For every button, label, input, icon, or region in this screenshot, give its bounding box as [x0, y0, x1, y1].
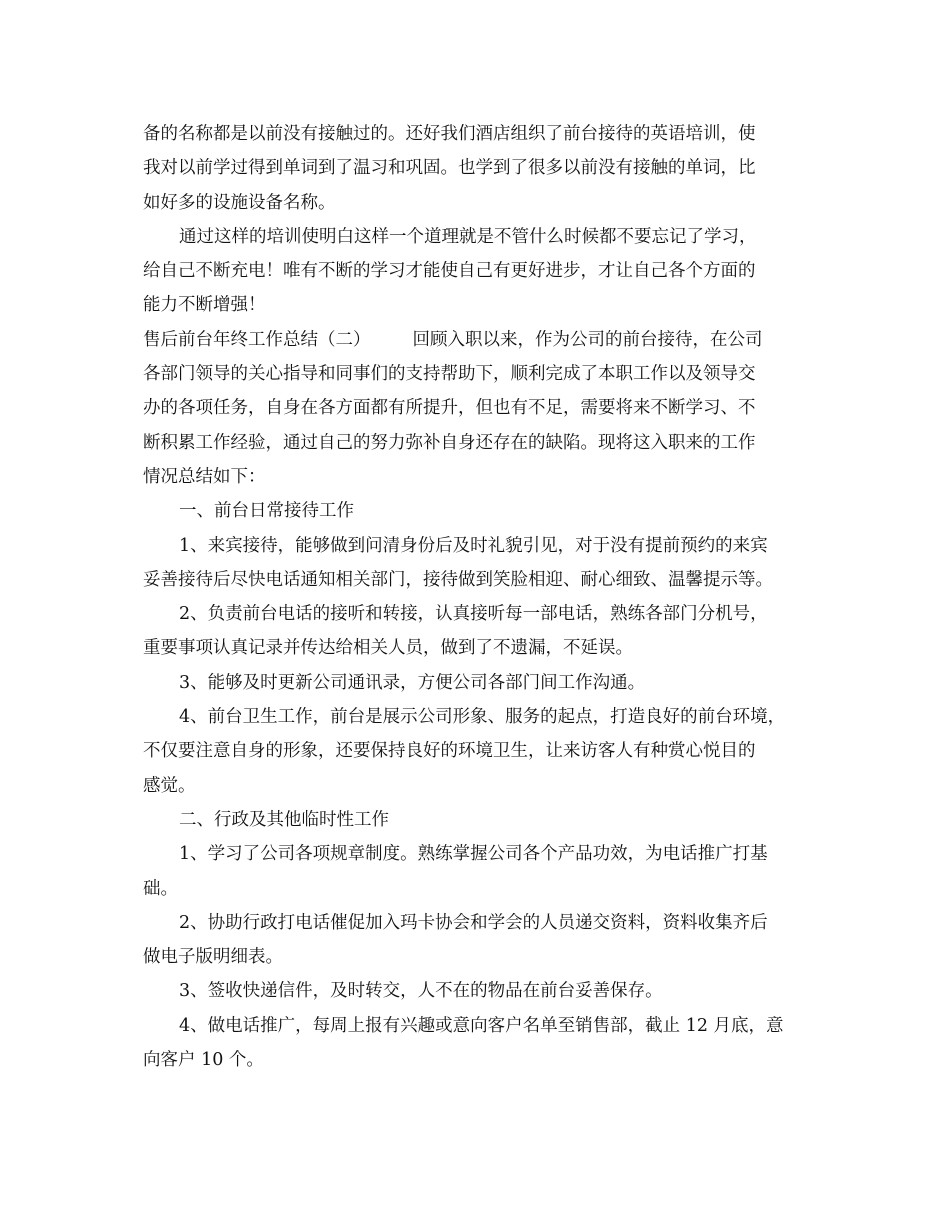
text-line-8: 各部门领导的关心指导和同事们的支持帮助下，顺利完成了本职工作以及领导交: [143, 364, 756, 385]
text-line-6: 能力不断增强！: [143, 295, 266, 316]
text-line-4: 通过这样的培训使明白这样一个道理就是不管什么时候都不要忘记了学习，: [179, 226, 757, 247]
text-line-23: 础。: [143, 878, 178, 899]
text-line-22: 1、学习了公司各项规章制度。熟练掌握公司各个产品功效，为电话推广打基: [179, 844, 768, 865]
text-line-26: 3、签收快递信件，及时转交，人不在的物品在前台妥善保存。: [179, 981, 663, 1002]
text-line-5: 给自己不断充电！唯有不断的学习才能使自己有更好进步，才让自己各个方面的: [143, 261, 756, 282]
text-line-27: 4、做电话推广，每周上报有兴趣或意向客户名单至销售部，截止 12 月底，意: [179, 1015, 784, 1036]
text-line-19: 不仅要注意自身的形象，还要保持良好的环境卫生，让来访客人有种赏心悦目的: [143, 741, 756, 762]
text-line-1: 备的名称都是以前没有接触过的。还好我们酒店组织了前台接待的英语培训，使: [143, 124, 756, 144]
section-intro: 回顾入职以来，作为公司的前台接待，在公司: [412, 329, 763, 350]
text-line-9: 办的各项任务，自身在各方面都有所提升，但也有不足，需要将来不断学习、不: [143, 398, 756, 419]
section-heading-line: [143, 323, 811, 357]
text-line-13: 1、来宾接待，能够做到问清身份后及时礼貌引见，对于没有提前预约的来宾: [179, 535, 768, 556]
section-title: 售后前台年终工作总结（二）: [143, 329, 371, 350]
text-line-3: 如好多的设施设备名称。: [143, 192, 336, 213]
text-line-25: 做电子版明细表。: [143, 947, 283, 968]
text-line-14: 妥善接待后尽快电话通知相关部门，接待做到笑脸相迎、耐心细致、温馨提示等。: [143, 569, 773, 590]
text-line-24: 2、协助行政打电话催促加入玛卡协会和学会的人员递交资料，资料收集齐后: [179, 912, 768, 933]
subheading-admin: 二、行政及其他临时性工作: [179, 809, 389, 830]
text-line-28: 向客户 10 个。: [143, 1050, 264, 1071]
text-line-18: 4、前台卫生工作，前台是展示公司形象、服务的起点，打造良好的前台环境，: [179, 707, 786, 728]
subheading-reception: 一、前台日常接待工作: [179, 501, 354, 522]
text-line-11: 情况总结如下：: [143, 466, 266, 487]
document-body: [143, 117, 811, 1077]
text-line-10: 断积累工作经验，通过自己的努力弥补自身还存在的缺陷。现将这入职来的工作: [143, 432, 756, 453]
text-line-16: 重要事项认真记录并传达给相关人员，做到了不遗漏，不延误。: [143, 638, 633, 659]
text-line-2: 我对以前学过得到单词到了温习和巩固。也学到了很多以前没有接触的单词，比: [143, 158, 756, 179]
text-line-17: 3、能够及时更新公司通讯录，方便公司各部门间工作沟通。: [179, 672, 646, 693]
text-line-15: 2、负责前台电话的接听和转接，认真接听每一部电话，熟练各部门分机号，: [179, 604, 768, 625]
text-line-20: 感觉。: [143, 775, 196, 796]
